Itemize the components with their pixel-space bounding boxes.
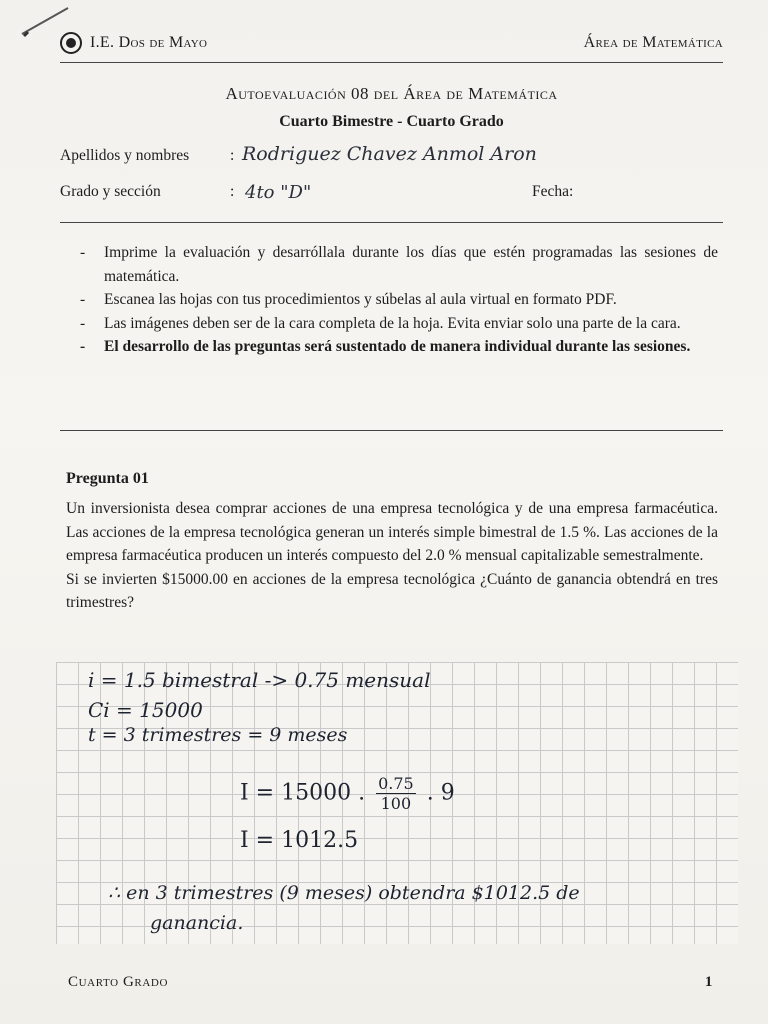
fields-rule xyxy=(60,222,723,223)
formula-line: I = 15000 . $\frac{0.75}{100}$ . 9 xyxy=(240,774,455,813)
question-paragraph: Un inversionista desea comprar acciones de una empresa tecnológica y de una empresa farmacéutica. Las acciones de la empresa tecnológica generan un interés simple bimestral de 1.5 %. Las acciones de la empresa farmacéutica producen un interés compuesto del 2.0 % mensual capitalizable semestralmente. xyxy=(66,500,718,564)
page-footer xyxy=(68,974,713,991)
school-logo-icon xyxy=(60,32,82,54)
header-rule xyxy=(60,62,723,63)
instruction-item: - Escanea las hojas con tus procedimientos y súbelas al aula virtual en formato PDF. xyxy=(80,291,617,308)
page-header xyxy=(60,28,723,58)
question-prompt: Si se invierten $15000.00 en acciones de la empresa tecnológica ¿Cuánto de ganancia obtendrá en tres trimestres? xyxy=(66,570,718,611)
grade-value: 4to "D" xyxy=(245,182,312,203)
instruction-item: - Imprime la evaluación y desarróllala durante los días que estén programadas las sesiones de matemática. xyxy=(80,244,718,285)
answer-grid xyxy=(56,662,738,944)
page-subtitle: Cuarto Bimestre - Cuarto Grado xyxy=(279,113,504,130)
conclusion-line: ganancia. xyxy=(150,912,244,934)
school-label: I.E. Dos de Mayo xyxy=(90,34,208,51)
instruction-item: - Las imágenes deben ser de la cara completa de la hoja. Evita enviar solo una parte de la cara. xyxy=(80,314,681,332)
name-value: Rodriguez Chavez Anmol Aron xyxy=(242,143,537,165)
grade-field: Grado y sección : 4to "D" Fecha: xyxy=(60,182,574,203)
date-label: Fecha: xyxy=(532,183,574,200)
page-title: Autoevaluación 08 del Área de Matemática xyxy=(225,84,558,103)
instructions-rule xyxy=(60,430,723,431)
question-title: Pregunta 01 xyxy=(66,470,149,487)
name-field: Apellidos y nombres : Rodriguez Chavez Anmol Aron xyxy=(60,143,537,165)
grade-label: Grado y sección xyxy=(60,183,161,200)
name-label: Apellidos y nombres xyxy=(60,147,190,164)
handwriting-line: t = 3 trimestres = 9 meses xyxy=(88,724,348,746)
instructions-list xyxy=(80,241,718,359)
area-label: Área de Matemática xyxy=(583,34,723,51)
handwriting-line: Ci = 15000 xyxy=(88,698,203,722)
school-name xyxy=(60,32,207,54)
page-number: 1 xyxy=(704,974,713,990)
instruction-item: - El desarrollo de las preguntas será sustentado de manera individual durante las sesiones. xyxy=(80,338,691,355)
footer-grade: Cuarto Grado xyxy=(68,974,168,990)
fraction: $\frac{0.75}{100}$ xyxy=(378,774,414,813)
conclusion-line: ∴ en 3 trimestres (9 meses) obtendra $1012.5 de xyxy=(108,882,580,904)
result-line: I = 1012.5 xyxy=(240,828,359,853)
question-text xyxy=(66,497,718,615)
handwriting-line: i = 1.5 bimestral -> 0.75 mensual xyxy=(88,668,431,692)
